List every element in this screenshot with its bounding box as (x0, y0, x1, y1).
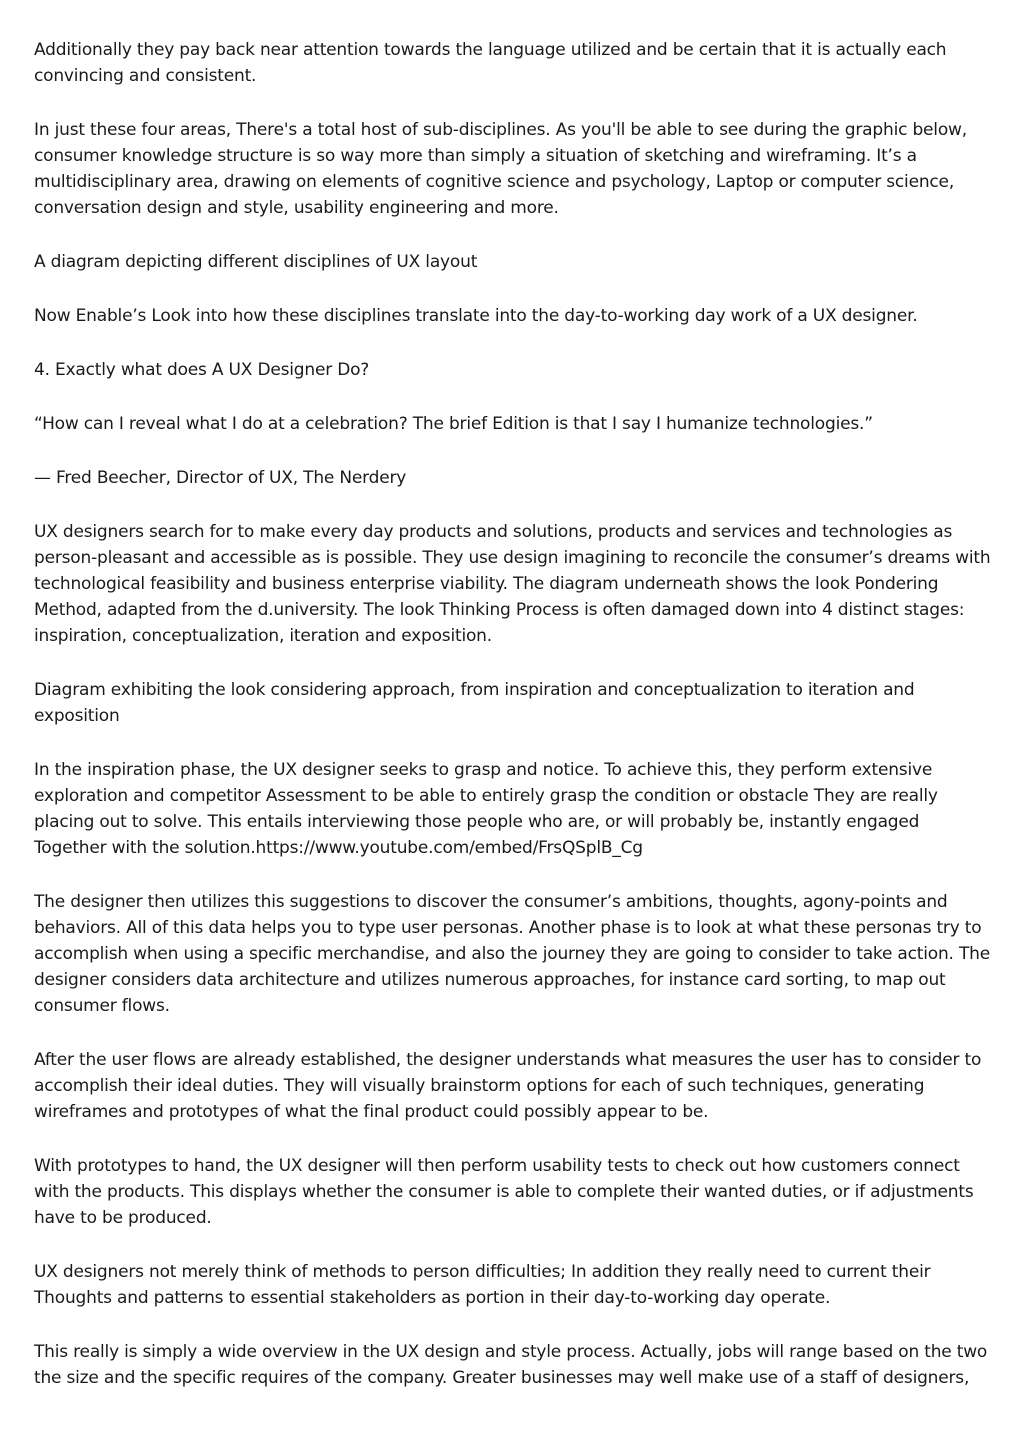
paragraph-design-thinking: UX designers search for to make every day products and solutions, products and services and technologies as person-pleasant and accessible as is possible. They use design imagining to reconcile the consumer’s dreams with technological feasibility and business enterprise viability. The diagram underneath shows the look Pondering Method, adapted from the d.university. The look Thinking Process is often damaged down into 4 distinct stages: inspiration, conceptualization, iteration and exposition. (34, 522, 991, 646)
paragraph-inspiration-phase: In the inspiration phase, the UX designer seeks to grasp and notice. To achieve this, they perform extensive exploration and competitor Assessment to be able to entirely grasp the condition or obstacle They are really placing out to solve. This entails interviewing those people who are, or will probably be, instantly engaged Together with the solution.https://www.youtube.com/embed/FrsQSplB_Cg (34, 760, 938, 858)
paragraph-personas: The designer then utilizes this suggestions to discover the consumer’s ambitions, thoughts, agony-points and behaviors. All of this data helps you to type user personas. Another phase is to look at what these personas try to accomplish when using a specific merchandise, and also the journey they are going to consider to take action. The designer considers data architecture and utilizes numerous approaches, for instance card sorting, to map out consumer flows. (34, 892, 990, 1016)
document-body (34, 37, 994, 1419)
paragraph-diagram-caption-disciplines: A diagram depicting different disciplines of UX layout (34, 252, 478, 272)
quote-text: “How can I reveal what I do at a celebration? The brief Edition is that I say I humanize technologies.” (34, 414, 873, 434)
section-heading-what-does-ux-designer-do: 4. Exactly what does A UX Designer Do? (34, 360, 370, 380)
paragraph-language-attention: Additionally they pay back near attention towards the language utilized and be certain that it is actually each convincing and consistent. (34, 40, 947, 86)
paragraph-day-to-day-intro: Now Enable’s Look into how these disciplines translate into the day-to-working day work of a UX designer. (34, 306, 918, 326)
quote-attribution: — Fred Beecher, Director of UX, The Nerdery (34, 468, 407, 488)
paragraph-sub-disciplines: In just these four areas, There's a total host of sub-disciplines. As you'll be able to see during the graphic below, consumer knowledge structure is so way more than simply a situation of sketching and wireframing. It’s a multidisciplinary area, drawing on elements of cognitive science and psychology, Laptop or computer science, conversation design and style, usability engineering and more. (34, 120, 967, 218)
paragraph-overview: This really is simply a wide overview in the UX design and style process. Actually, jobs will range based on the two the size and the specific requires of the company. Greater businesses may well make use of a staff of designers, (34, 1342, 988, 1388)
paragraph-user-flows: After the user flows are already established, the designer understands what measures the user has to consider to accomplish their ideal duties. They will visually brainstorm options for each of such techniques, generating wireframes and prototypes of what the final product could possibly appear to be. (34, 1050, 982, 1122)
paragraph-diagram-caption-process: Diagram exhibiting the look considering approach, from inspiration and conceptualization to iteration and exposition (34, 680, 915, 726)
paragraph-stakeholders: UX designers not merely think of methods to person difficulties; In addition they really need to current their Thoughts and patterns to essential stakeholders as portion in their day-to-working day operate. (34, 1262, 931, 1308)
paragraph-usability-tests: With prototypes to hand, the UX designer will then perform usability tests to check out how customers connect with the products. This displays whether the consumer is able to complete their wanted duties, or if adjustments have to be produced. (34, 1156, 974, 1228)
